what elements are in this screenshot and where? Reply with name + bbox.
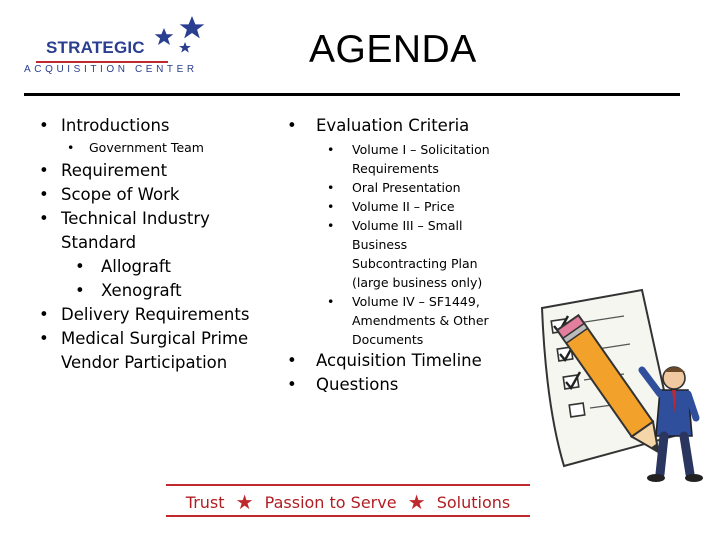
- sub-list-item-continuation: Documents: [352, 332, 424, 347]
- footer-top-rule: [166, 484, 530, 486]
- list-item: • Questions: [287, 375, 399, 394]
- footer-solutions: Solutions: [436, 493, 511, 512]
- list-item: • Introductions: [39, 116, 170, 135]
- list-item: • Evaluation Criteria: [287, 116, 470, 135]
- star-icon: ★: [235, 490, 254, 514]
- list-item-continuation: Vendor Participation: [61, 353, 228, 372]
- list-item: • Acquisition Timeline: [287, 351, 482, 370]
- sub-list-item-continuation: (large business only): [352, 275, 483, 290]
- list-item: • Delivery Requirements: [39, 305, 250, 324]
- sub-list-item: • Xenograft: [75, 281, 182, 300]
- list-item: • Scope of Work: [39, 185, 180, 204]
- sub-list-item: • Volume IV – SF1449,: [327, 294, 480, 309]
- footer-tagline: [166, 484, 530, 518]
- list-item-continuation: Standard: [61, 233, 137, 252]
- footer-bottom-rule: [166, 515, 530, 517]
- title-divider: [24, 93, 680, 96]
- sub-list-item: • Volume III – Small: [327, 218, 463, 233]
- sub-list-item: • Volume I – Solicitation: [327, 142, 490, 157]
- sub-list-item-continuation: Requirements: [352, 161, 439, 176]
- list-item: • Requirement: [39, 161, 168, 180]
- sub-list-item: • Volume II – Price: [327, 199, 455, 214]
- logo-subtitle: ACQUISITION CENTER: [24, 64, 198, 75]
- logo-stars-icon: [152, 14, 212, 60]
- list-item: • Medical Surgical Prime: [39, 329, 249, 348]
- sub-list-item: • Government Team: [67, 140, 204, 155]
- sub-list-item: • Allograft: [75, 257, 171, 276]
- logo-wordmark: STRATEGIC: [46, 38, 145, 57]
- checklist-pencil-icon: [524, 286, 714, 486]
- list-item: • Technical Industry: [39, 209, 210, 228]
- logo-underline: [36, 61, 168, 63]
- sub-list-item-continuation: Business: [352, 237, 408, 252]
- sub-list-item-continuation: Subcontracting Plan: [352, 256, 478, 271]
- sub-list-item: • Oral Presentation: [327, 180, 461, 195]
- right-agenda-list: [272, 114, 512, 397]
- left-agenda-list: [23, 114, 273, 375]
- sub-list-item-continuation: Amendments & Other: [352, 313, 489, 328]
- star-icon: ★: [407, 490, 426, 514]
- page-title: AGENDA: [309, 28, 477, 71]
- footer-passion: Passion to Serve: [264, 493, 397, 512]
- footer-trust: Trust: [185, 493, 225, 512]
